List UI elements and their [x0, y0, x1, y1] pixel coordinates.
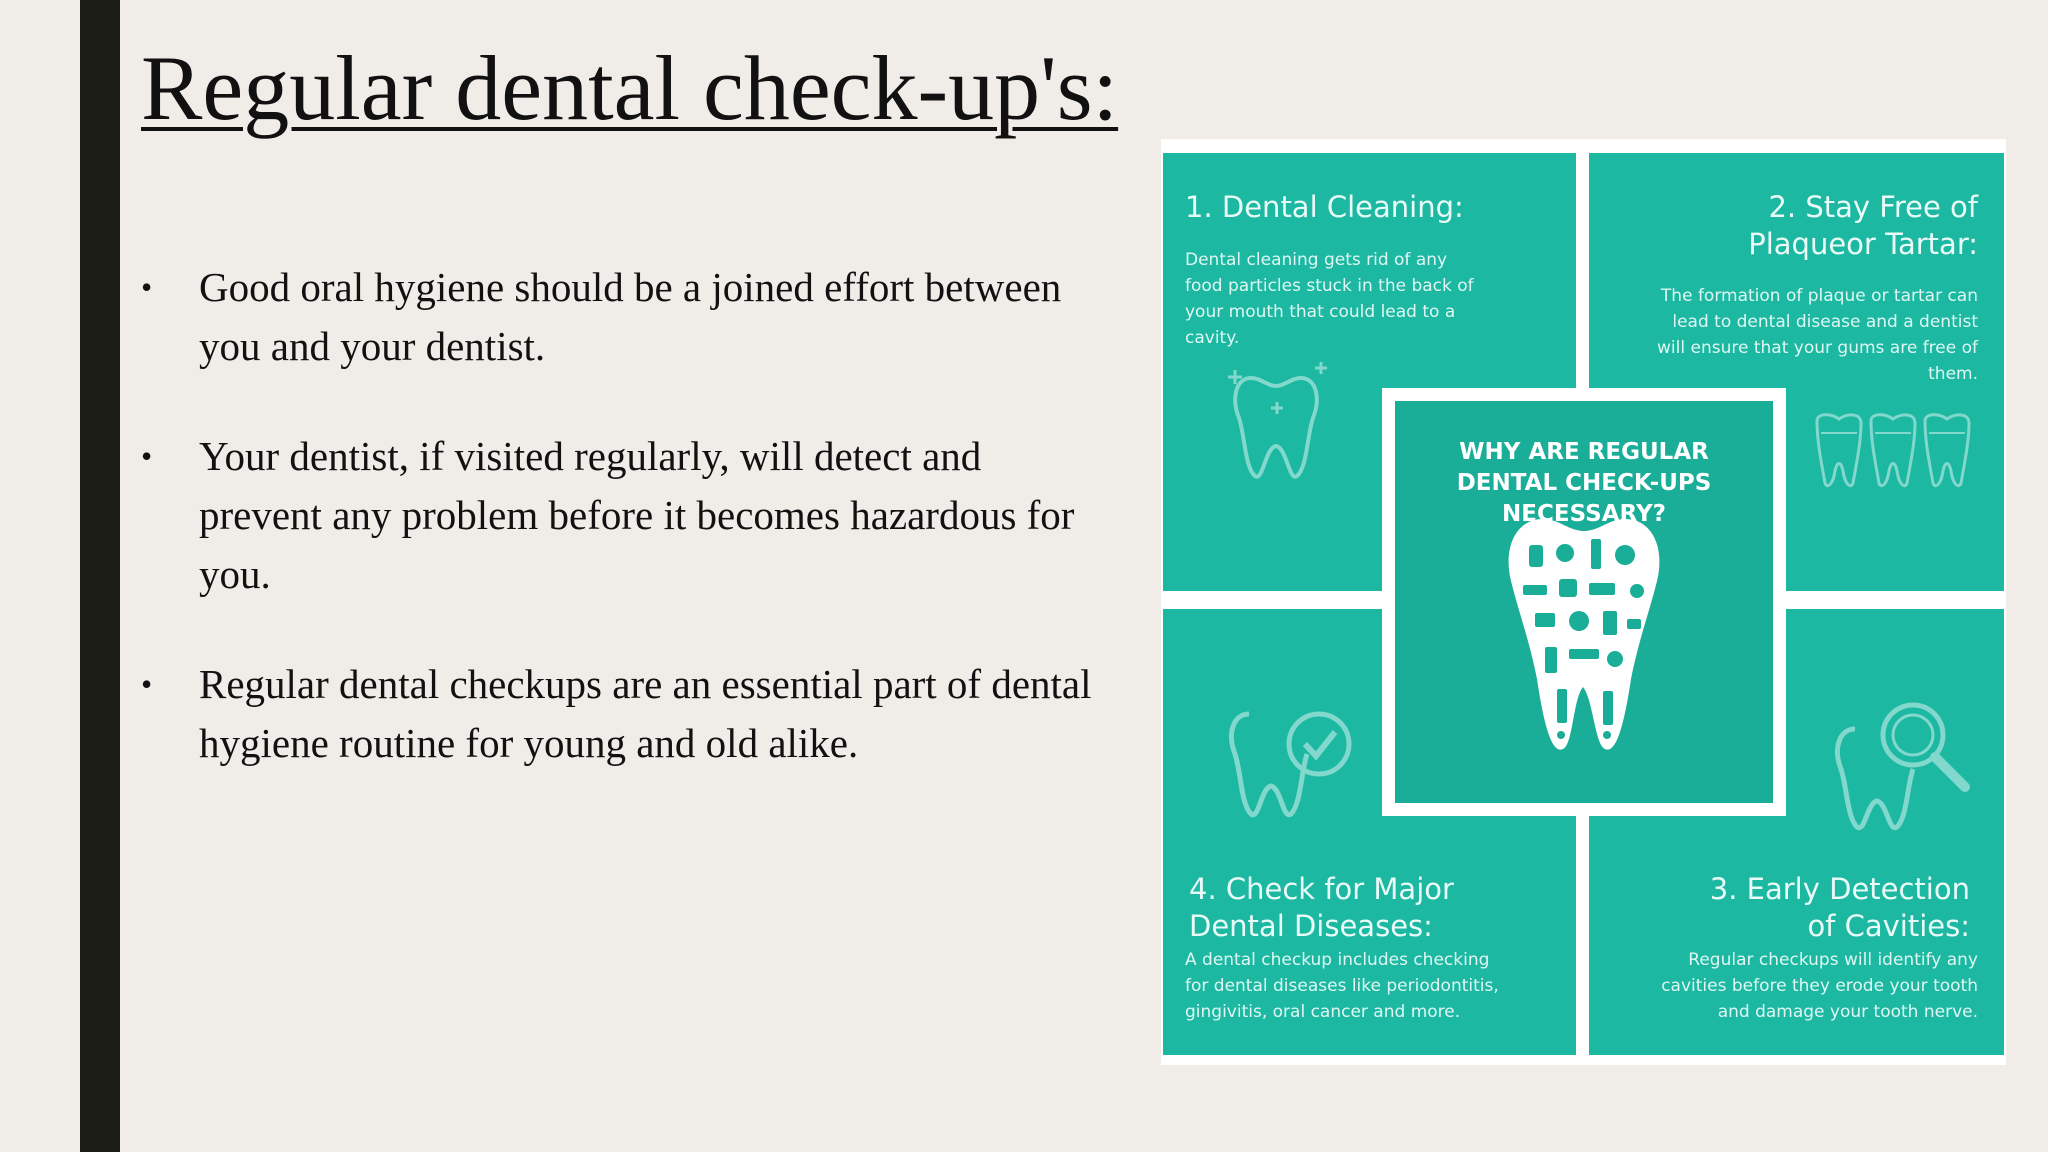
- center-title: WHY ARE REGULAR DENTAL CHECK-UPS NECESSARY?: [1456, 439, 1712, 527]
- panel-title: 1. Dental Cleaning:: [1185, 190, 1464, 224]
- bullet-item: [141, 427, 1111, 604]
- bullet-list: [141, 258, 1111, 824]
- sparkling-tooth-icon: [1221, 358, 1331, 483]
- bullet-dot-icon: •: [141, 666, 153, 702]
- bullet-text: Good oral hygiene should be a joined effort between you and your dentist.: [199, 264, 1062, 369]
- center-panel: [1395, 401, 1773, 803]
- panel-text: Dental cleaning gets rid of any food particles stuck in the back of your mouth that could lead to a cavity.: [1185, 250, 1474, 348]
- tooth-magnifier-icon: [1825, 699, 1975, 839]
- bullet-text: Regular dental checkups are an essential part of dental hygiene routine for young and old alike.: [199, 661, 1092, 766]
- tooth-check-icon: [1219, 704, 1359, 824]
- teeth-row-icon: [1811, 411, 1981, 491]
- side-accent-bar: [80, 0, 120, 1152]
- dental-checkup-infographic: [1161, 139, 2006, 1065]
- bullet-text: Your dentist, if visited regularly, will detect and prevent any problem before it becomes hazardous for you.: [199, 433, 1075, 597]
- panel-title: 2. Stay Free of Plaqueor Tartar:: [1748, 190, 1978, 261]
- panel-text: The formation of plaque or tartar can lead to dental disease and a dentist will ensure that your gums are free of them.: [1657, 286, 1978, 384]
- dental-tools-tooth-icon: [1499, 509, 1669, 759]
- panel-title: 3. Early Detection of Cavities:: [1709, 872, 1970, 943]
- bullet-item: [141, 655, 1111, 773]
- bullet-dot-icon: •: [141, 269, 153, 305]
- slide-title: Regular dental check-up's:: [141, 37, 1119, 139]
- panel-text: Regular checkups will identify any cavities before they erode your tooth and damage your tooth nerve.: [1661, 950, 1978, 1022]
- bullet-item: [141, 258, 1111, 376]
- bullet-dot-icon: •: [141, 438, 153, 474]
- panel-text: A dental checkup includes checking for dental diseases like periodontitis, gingivitis, oral cancer and more.: [1185, 950, 1499, 1022]
- panel-title: 4. Check for Major Dental Diseases:: [1189, 872, 1454, 943]
